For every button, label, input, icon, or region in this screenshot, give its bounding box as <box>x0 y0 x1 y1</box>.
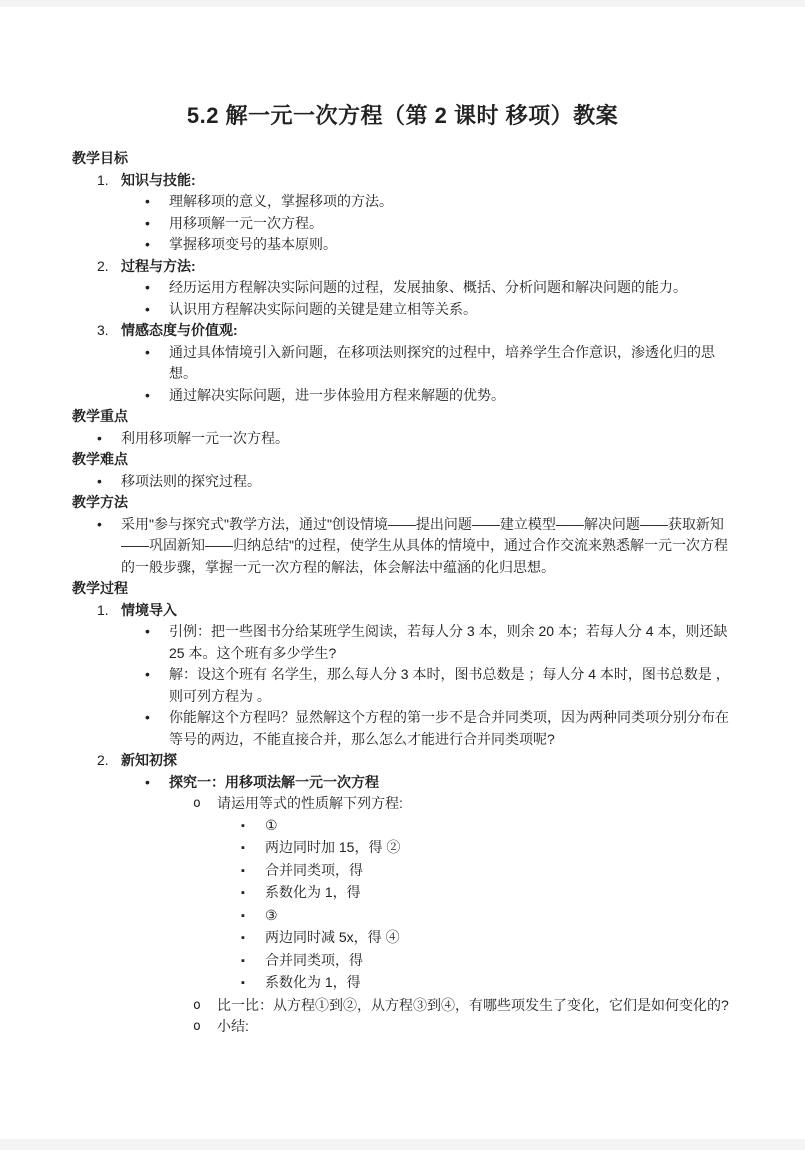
bullet-marker: • <box>145 623 150 639</box>
bullet-text: 你能解这个方程吗？显然解这个方程的第一步不是合并同类项，因为两种同类项分别分布在等号的两边，不能直接合并，那么怎么才能进行合并同类项呢? <box>169 709 729 747</box>
bullet-item <box>145 277 735 299</box>
list-number: 2. <box>97 752 109 768</box>
bullet-item <box>145 385 735 407</box>
square-bullet-marker: ▪ <box>241 842 245 854</box>
bullet-text: 采用"参与探究式"教学方法，通过"创设情境——提出问题——建立模型——解决问题——获取新知——巩固新知——归纳总结"的过程，使学生从具体的情境中，通过合作交流来熟悉解一元一次方程的一般步骤，掌握一元一次方程的解法，体会解法中蕴涵的化归思想。 <box>121 515 728 575</box>
sub-bullet-item <box>193 995 735 1017</box>
sub-bullet-text: 比一比：从方程①到②，从方程③到④，有哪些项发生了变化，它们是如何变化的? <box>217 996 729 1013</box>
document-page <box>0 7 805 1139</box>
sub-bullet-item <box>193 1016 735 1038</box>
step-text: 两边同时加 15，得 ② <box>265 839 401 855</box>
square-bullet-marker: ▪ <box>241 977 245 989</box>
sub-bullet-text: 小结: <box>217 1018 249 1034</box>
bullet-text: 认识用方程解决实际问题的关键是建立相等关系。 <box>169 300 477 317</box>
section-heading-methods: 教学方法 <box>72 494 128 510</box>
step-item <box>241 972 735 995</box>
circle-bullet-marker: o <box>193 1019 201 1034</box>
square-bullet-marker: ▪ <box>241 864 245 877</box>
numbered-item <box>97 170 735 192</box>
section-heading-difficulties: 教学难点 <box>72 451 128 467</box>
bullet-item-explore-title <box>145 772 735 794</box>
step-item <box>241 860 735 883</box>
square-bullet-marker: ▪ <box>241 954 245 967</box>
bullet-item <box>145 707 735 750</box>
list-number: 1. <box>97 601 109 618</box>
numbered-item-label: 新知初探 <box>121 752 177 768</box>
bullet-item <box>145 664 735 707</box>
list-number: 2. <box>97 257 109 274</box>
step-text: 合并同类项，得 <box>265 861 363 878</box>
numbered-item-label: 知识与技能: <box>121 171 196 188</box>
section-heading-key-points: 教学重点 <box>72 408 128 424</box>
sub-bullet-item <box>193 793 735 815</box>
bullet-item <box>145 234 735 256</box>
circle-bullet-marker: o <box>193 997 201 1013</box>
document-body <box>0 132 805 1038</box>
document-title: 5.2 解一元一次方程（第 2 课时 移项）教案 <box>186 103 619 128</box>
bullet-text: 用移项解一元一次方程。 <box>169 214 323 231</box>
bullet-text: 移项法则的探究过程。 <box>121 472 261 489</box>
list-number: 1. <box>97 171 109 188</box>
bullet-marker: • <box>97 515 102 532</box>
bullet-text: 引例：把一些图书分给某班学生阅读，若每人分 3 本，则余 20 本；若每人分 4 本，则还缺 25 本。这个班有多少学生? <box>169 623 728 661</box>
bullet-marker: • <box>145 386 150 403</box>
step-text: ③ <box>265 906 278 923</box>
bullet-text: 理解移项的意义，掌握移项的方法。 <box>169 193 393 209</box>
square-bullet-marker: ▪ <box>241 887 245 899</box>
bullet-item <box>97 471 735 493</box>
numbered-item <box>97 750 735 772</box>
bullet-item <box>145 621 735 664</box>
bullet-marker: • <box>145 279 150 295</box>
list-number: 3. <box>97 322 109 338</box>
bullet-text: 通过解决实际问题，进一步体验用方程来解题的优势。 <box>169 386 505 403</box>
numbered-item-label: 情感态度与价值观: <box>121 322 238 338</box>
bullet-item <box>145 342 735 385</box>
step-text: 合并同类项，得 <box>265 951 363 968</box>
bullet-item <box>145 191 735 213</box>
numbered-item-label: 情境导入 <box>121 601 177 618</box>
explore-title: 探究一：用移项法解一元一次方程 <box>169 773 379 790</box>
step-item <box>241 882 735 905</box>
numbered-item <box>97 600 735 622</box>
bullet-text: 掌握移项变号的基本原则。 <box>169 236 337 252</box>
numbered-item-label: 过程与方法: <box>121 257 196 274</box>
square-bullet-marker: ▪ <box>241 909 245 922</box>
bullet-item <box>97 428 735 450</box>
step-text: 系数化为 1，得 <box>265 974 361 990</box>
bullet-marker: • <box>145 666 150 682</box>
step-text: 两边同时减 5x，得 ④ <box>265 929 400 945</box>
numbered-item <box>97 256 735 278</box>
bullet-marker: • <box>145 709 150 725</box>
bullet-marker: • <box>145 214 150 231</box>
step-item <box>241 837 735 860</box>
step-text: ① <box>265 816 278 833</box>
square-bullet-marker: ▪ <box>241 932 245 944</box>
bullet-item <box>145 299 735 321</box>
circle-bullet-marker: o <box>193 796 201 811</box>
bullet-marker: • <box>97 472 102 489</box>
bullet-text: 经历运用方程解决实际问题的过程，发展抽象、概括、分析问题和解决问题的能力。 <box>169 279 687 295</box>
bullet-marker: • <box>145 193 150 209</box>
step-item <box>241 950 735 973</box>
step-item <box>241 927 735 950</box>
bullet-marker: • <box>97 429 102 446</box>
bullet-item <box>145 213 735 235</box>
sub-bullet-text: 请运用等式的性质解下列方程: <box>217 795 403 811</box>
step-item <box>241 815 735 838</box>
step-text: 系数化为 1，得 <box>265 884 361 900</box>
bullet-marker: • <box>145 236 150 252</box>
bullet-text: 利用移项解一元一次方程。 <box>121 429 289 446</box>
bullet-text: 通过具体情境引入新问题，在移项法则探究的过程中，培养学生合作意识，渗透化归的思想。 <box>169 343 715 381</box>
bullet-item <box>97 514 735 579</box>
section-heading-process: 教学过程 <box>72 580 128 596</box>
bullet-marker: • <box>145 343 150 360</box>
bullet-text: 解：设这个班有 名学生，那么每人分 3 本时，图书总数是 ；每人分 4 本时，图书总数是 ，则可列方程为 。 <box>169 666 730 704</box>
square-bullet-marker: ▪ <box>241 819 245 832</box>
numbered-item <box>97 320 735 342</box>
bullet-marker: • <box>145 773 150 790</box>
bullet-marker: • <box>145 300 150 317</box>
section-heading-objectives: 教学目标 <box>72 150 128 166</box>
step-item <box>241 905 735 928</box>
